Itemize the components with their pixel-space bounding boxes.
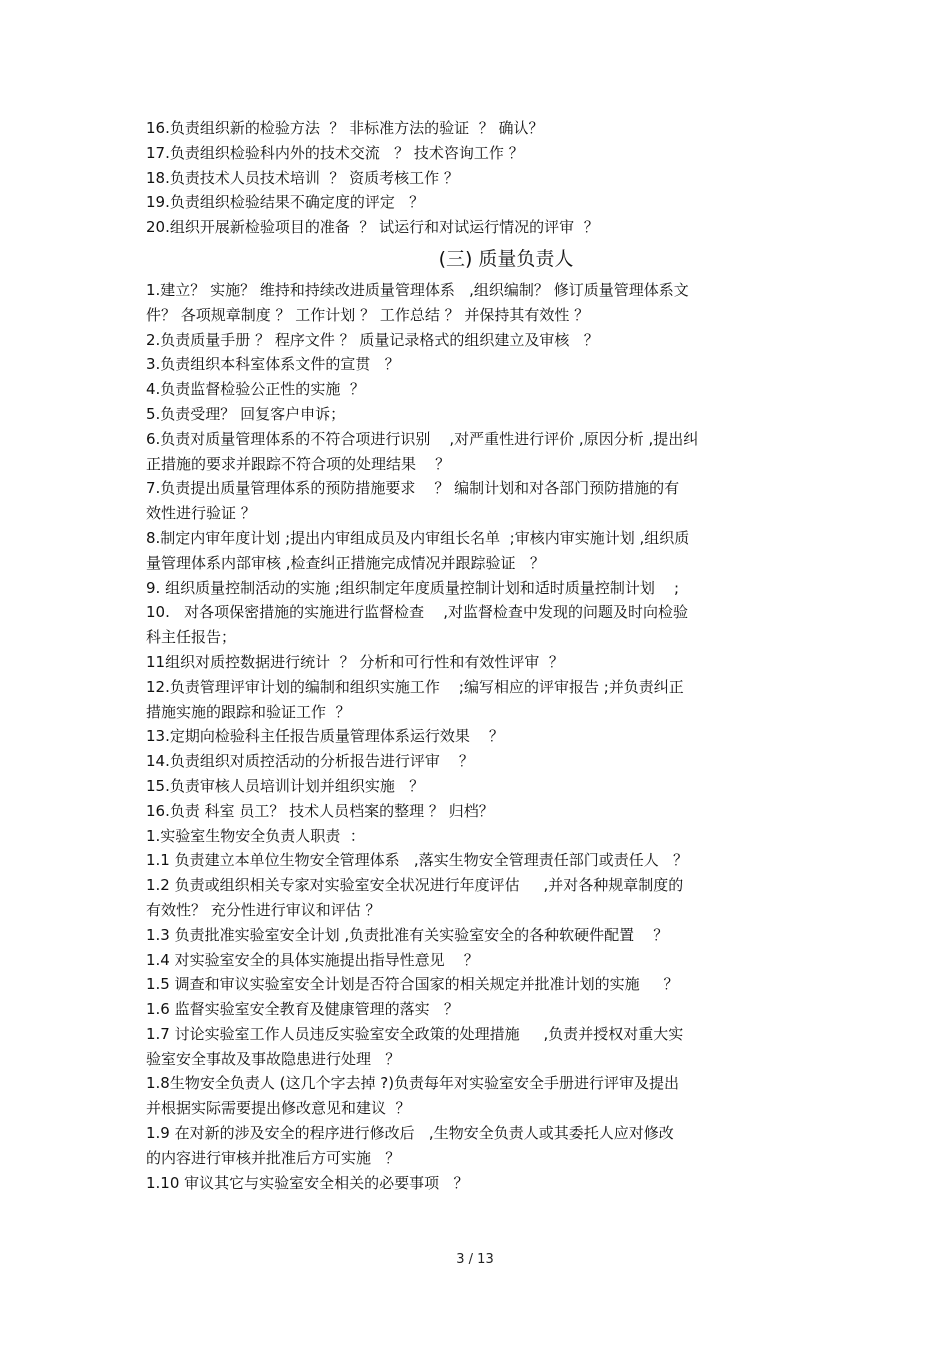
text-line: 6.负责对质量管理体系的不符合项进行识别 ,对严重性进行评价 ,原因分析 ,提出纠 <box>146 429 699 448</box>
text-line: 1.实验室生物安全负责人职责 ： <box>146 826 365 845</box>
text-line: 1.6 监督实验室安全教育及健康管理的落实 ？ <box>146 1000 459 1019</box>
text-line: 13.定期向检验科主任报告质量管理体系运行效果 ？ <box>146 727 504 746</box>
page-number: 3 / 13 <box>456 1252 494 1267</box>
text-line: 并根据实际需要提出修改意见和建议 ？ <box>146 1099 411 1118</box>
text-line: 件？ 各项规章制度 ？ 工作计划 ？ 工作总结 ？ 并保持其有效性 ？ <box>146 305 590 324</box>
text-line: 1.10 审议其它与实验室安全相关的必要事项 ？ <box>146 1173 469 1192</box>
text-line: 17.负责组织检验科内外的技术交流 ？ 技术咨询工作 ？ <box>146 143 524 162</box>
text-line: 14.负责组织对质控活动的分析报告进行评审 ？ <box>146 752 474 771</box>
text-line: 4.负责监督检验公正性的实施 ？ <box>146 380 365 399</box>
text-line: 验室安全事故及事故隐患进行处理 ？ <box>146 1049 401 1068</box>
text-line: 1.建立？ 实施？ 维持和持续改进质量管理体系 ,组织编制？ 修订质量管理体系文 <box>146 280 689 299</box>
text-line: 1.7 讨论实验室工作人员违反实验室安全政策的处理措施 ,负责并授权对重大实 <box>146 1024 684 1043</box>
text-line: 1.2 负责或组织相关专家对实验室安全状况进行年度评估 ,并对各种规章制度的 <box>146 876 684 895</box>
text-line: 12.负责管理评审计划的编制和组织实施工作 ;编写相应的评审报告 ;并负责纠正 <box>146 677 684 696</box>
text-line: 科主任报告； <box>146 628 237 647</box>
text-line: 10. 对各项保密措施的实施进行监督检查 ,对监督检查中发现的问题及时向检验 <box>146 603 689 622</box>
text-line: 16.负责组织新的检验方法 ？ 非标准方法的验证 ？ 确认？ <box>146 119 544 137</box>
text-line: 9. 组织质量控制活动的实施 ;组织制定年度质量控制计划和适时质量控制计划 ; <box>146 578 680 597</box>
body-list <box>146 278 806 1195</box>
text-line: 8.制定内审年度计划 ;提出内审组成员及内审组长名单 ;审核内审实施计划 ,组织质 <box>146 528 690 547</box>
section-title: (三) 质量负责人 <box>438 247 574 270</box>
text-line: 1.5 调查和审议实验室安全计划是否符合国家的相关规定并批准计划的实施 ？ <box>146 975 679 994</box>
text-line: 量管理体系内部审核 ,检查纠正措施完成情况并跟踪验证 ？ <box>146 553 545 572</box>
text-line: 1.1 负责建立本单位生物安全管理体系 ,落实生物安全管理责任部门或责任人 ？ <box>146 851 689 870</box>
text-line: 7.负责提出质量管理体系的预防措施要求 ？ 编制计划和对各部门预防措施的有 <box>146 479 680 498</box>
text-line: 19.负责组织检验结果不确定度的评定 ？ <box>146 193 425 212</box>
text-line: 5.负责受理？ 回复客户申诉； <box>146 404 346 423</box>
text-line: 1.3 负责批准实验室安全计划 ,负责批准有关实验室安全的各种软硬件配置 ？ <box>146 925 669 944</box>
text-line: 的内容进行审核并批准后方可实施 ？ <box>146 1148 401 1167</box>
text-line: 2.负责质量手册 ？ 程序文件 ？ 质量记录格式的组织建立及审核 ？ <box>146 330 599 349</box>
text-line: 15.负责审核人员培训计划并组织实施 ？ <box>146 776 425 795</box>
text-line: 1.4 对实验室安全的具体实施提出指导性意见 ？ <box>146 950 479 969</box>
top-list <box>146 116 806 240</box>
text-line: 1.9 在对新的涉及安全的程序进行修改后 ,生物安全负责人或其委托人应对修改 <box>146 1124 674 1143</box>
text-line: 16.负责 科室 员工？ 技术人员档案的整理 ？ 归档？ <box>146 801 494 820</box>
text-line: 正措施的要求并跟踪不符合项的处理结果 ？ <box>146 454 451 473</box>
text-line: 措施实施的跟踪和验证工作 ？ <box>146 702 351 721</box>
text-line: 效性进行验证 ？ <box>146 504 256 523</box>
text-line: 有效性？ 充分性进行审议和评估 ？ <box>146 900 381 919</box>
text-line: 20.组织开展新检验项目的准备 ？ 试运行和对试运行情况的评审 ？ <box>146 218 599 237</box>
text-line: 3.负责组织本科室体系文件的宣贯 ？ <box>146 355 400 374</box>
text-line: 11组织对质控数据进行统计 ？ 分析和可行性和有效性评审 ？ <box>146 652 564 671</box>
page-content <box>146 116 806 1195</box>
text-line: 1.8生物安全负责人 (这几个字去掉 ?)负责每年对实验室安全手册进行评审及提出 <box>146 1074 680 1093</box>
text-line: 18.负责技术人员技术培训 ？ 资质考核工作 ？ <box>146 168 459 187</box>
